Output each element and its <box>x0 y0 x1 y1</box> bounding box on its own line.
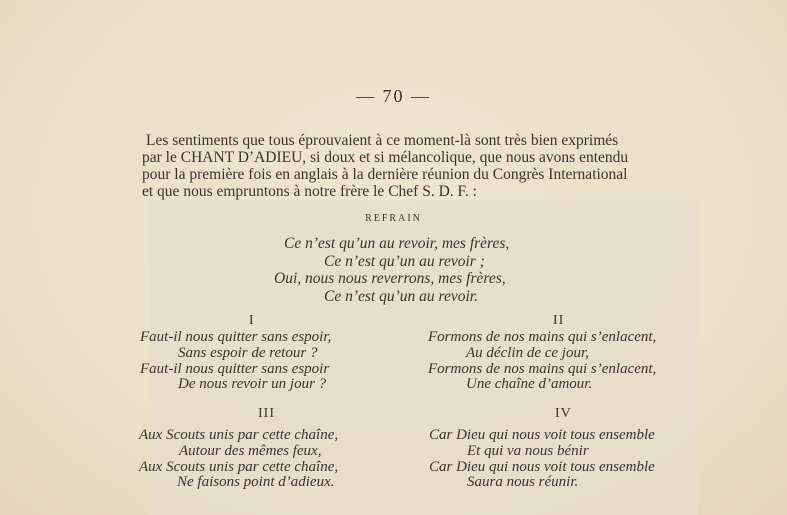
intro-line: pour la première fois en anglais à la dernière réunion du Congrès International <box>142 166 628 183</box>
stanza-line: Faut-il nous quitter sans espoir <box>140 360 330 377</box>
refrain-line: Oui, nous nous reverrons, mes frères, <box>274 270 506 287</box>
stanza-line: Sans espoir de retour ? <box>178 344 318 361</box>
stanza-numeral-1: I <box>249 313 255 328</box>
stanza-line: Au déclin de ce jour, <box>466 344 589 361</box>
stanza-1 <box>140 330 331 393</box>
stanza-line: Une chaîne d’amour. <box>466 376 593 393</box>
page-number: — 70 — <box>356 86 431 106</box>
stanza-2 <box>428 330 656 393</box>
refrain-label: REFRAIN <box>365 213 422 224</box>
stanza-line: Formons de nos mains qui s’enlacent, <box>428 360 657 377</box>
stanza-4 <box>429 428 655 491</box>
stanza-line: Aux Scouts unis par cette chaîne, <box>139 427 339 443</box>
stanza-line: Faut-il nous quitter sans espoir, <box>140 329 332 345</box>
stanza-numeral-4: IV <box>555 406 572 421</box>
intro-paragraph <box>142 132 724 200</box>
refrain-line: Ce n’est qu’un au revoir, mes frères, <box>284 235 510 252</box>
stanza-line: Saura nous réunir. <box>467 474 579 491</box>
intro-line: Les sentiments que tous éprouvaient à ce moment-là sont très bien exprimés <box>146 132 619 149</box>
stanza-line: Car Dieu qui nous voit tous ensemble <box>429 458 655 475</box>
stanza-line: Ne faisons point d’adieux. <box>177 474 335 491</box>
stanza-numeral-2: II <box>553 313 565 328</box>
stanza-line: De nous revoir un jour ? <box>178 376 327 393</box>
stanza-3 <box>139 428 338 491</box>
refrain-verse <box>270 235 570 305</box>
stanza-line: Aux Scouts unis par cette chaîne, <box>139 458 339 475</box>
intro-line: par le CHANT D’ADIEU, si doux et si mélancolique, que nous avons entendu <box>142 149 629 166</box>
intro-line: et que nous empruntons à notre frère le Chef S. D. F. : <box>142 183 477 200</box>
stanza-line: Car Dieu qui nous voit tous ensemble <box>429 427 655 443</box>
stanza-line: Et qui va nous bénir <box>467 442 589 459</box>
stanza-numeral-3: III <box>258 406 275 421</box>
refrain-line: Ce n’est qu’un au revoir ; <box>324 252 485 270</box>
stanza-line: Formons de nos mains qui s’enlacent, <box>428 329 657 345</box>
stanza-line: Autour des mêmes feux, <box>179 442 322 459</box>
refrain-line: Ce n’est qu’un au revoir. <box>324 287 478 305</box>
